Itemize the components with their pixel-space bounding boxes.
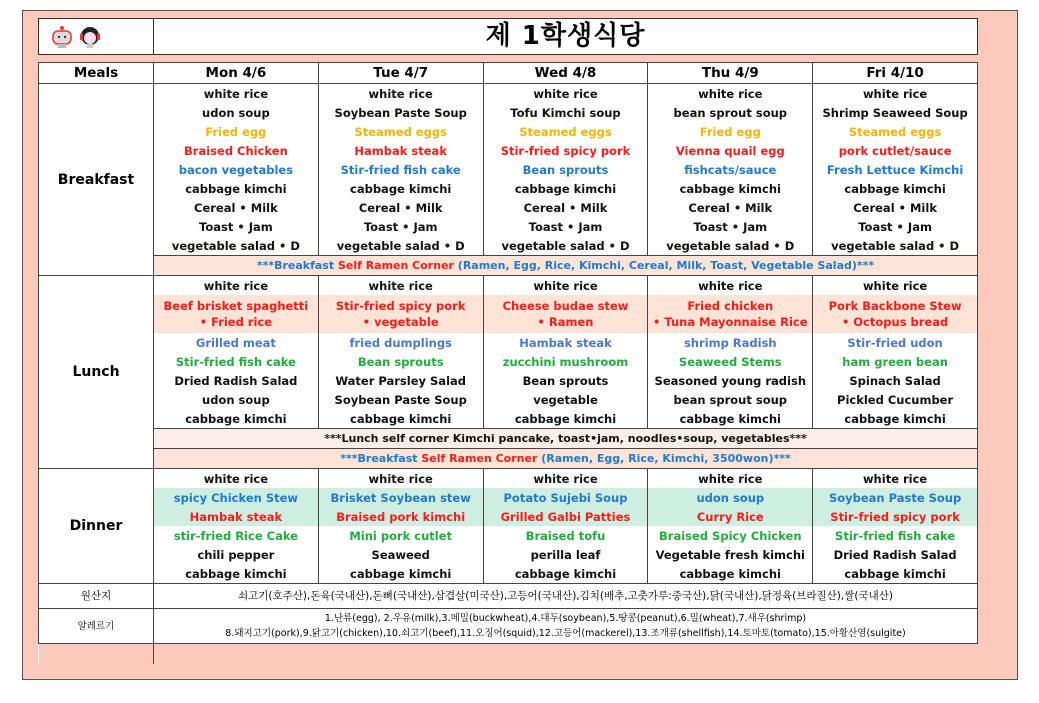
menu-item: Pickled Cucumber	[813, 390, 978, 409]
menu-item: Cereal • Milk	[483, 198, 648, 217]
meal-label: Lunch	[39, 276, 154, 469]
self-corner-banner-row	[39, 449, 978, 469]
menu-item: vegetable salad • D	[813, 236, 978, 256]
menu-item: Braised pork kimchi	[318, 507, 483, 526]
menu-item: ham green bean	[813, 352, 978, 371]
menu-item: Fried egg	[648, 122, 813, 141]
breakfast-row	[39, 160, 978, 179]
menu-item: Toast • Jam	[154, 217, 319, 236]
menu-item: Braised tofu	[483, 526, 648, 545]
menu-item: Fresh Lettuce Kimchi	[813, 160, 978, 179]
breakfast-row	[39, 141, 978, 160]
self-corner-banner	[154, 429, 978, 449]
header-row	[39, 63, 978, 84]
menu-item: Steamed eggs	[483, 122, 648, 141]
menu-item: Bean sprouts	[318, 352, 483, 371]
menu-item: chili pepper	[154, 545, 319, 564]
menu-item: Fried egg	[154, 122, 319, 141]
menu-item: Spinach Salad	[813, 371, 978, 390]
robot-mascot-icon	[51, 25, 73, 49]
menu-item: cabbage kimchi	[813, 564, 978, 584]
menu-item: Fried chicken • Tuna Mayonnaise Rice	[648, 295, 813, 333]
menu-item: Soybean Paste Soup	[318, 103, 483, 122]
self-corner-banner	[154, 256, 978, 276]
menu-item: Stir-fried spicy pork • vegetable	[318, 295, 483, 333]
menu-item: Beef brisket spaghetti • Fried rice	[154, 295, 319, 333]
menu-item: Vienna quail egg	[648, 141, 813, 160]
menu-item: udon soup	[648, 488, 813, 507]
menu-item: white rice	[483, 469, 648, 489]
menu-item: Toast • Jam	[318, 217, 483, 236]
menu-item: Bean sprouts	[483, 371, 648, 390]
menu-item: cabbage kimchi	[813, 409, 978, 429]
menu-item: Soybean Paste Soup	[318, 390, 483, 409]
menu-item: vegetable salad • D	[318, 236, 483, 256]
empty-cell	[39, 644, 154, 665]
empty-row	[39, 644, 978, 665]
menu-item: Dried Radish Salad	[813, 545, 978, 564]
self-corner-banner	[154, 449, 978, 469]
lunch-row	[39, 390, 978, 409]
menu-item: Stir-fried fish cake	[154, 352, 319, 371]
menu-item: Seaweed Stems	[648, 352, 813, 371]
breakfast-row	[39, 236, 978, 256]
menu-item: vegetable salad • D	[483, 236, 648, 256]
origin-label: 원산지	[39, 584, 154, 609]
day-header: Wed 4/8	[483, 63, 648, 84]
menu-item: cabbage kimchi	[483, 179, 648, 198]
menu-item: Vegetable fresh kimchi	[648, 545, 813, 564]
menu-item: vegetable salad • D	[648, 236, 813, 256]
day-header: Fri 4/10	[813, 63, 978, 84]
menu-item: vegetable salad • D	[154, 236, 319, 256]
dinner-row	[39, 469, 978, 489]
meal-label: Breakfast	[39, 84, 154, 276]
dinner-row	[39, 526, 978, 545]
girl-mascot-icon	[79, 25, 101, 49]
menu-item: Toast • Jam	[813, 217, 978, 236]
banner-text: Self Ramen Corner	[337, 258, 458, 272]
dinner-row	[39, 507, 978, 526]
menu-item: cabbage kimchi	[318, 564, 483, 584]
lunch-row	[39, 276, 978, 296]
banner-text: Self Ramen Corner	[421, 451, 542, 465]
breakfast-row	[39, 122, 978, 141]
allergy-text	[154, 609, 978, 644]
dinner-row	[39, 545, 978, 564]
origin-row	[39, 584, 978, 609]
dinner-row	[39, 564, 978, 584]
menu-item: Braised Chicken	[154, 141, 319, 160]
menu-item: cabbage kimchi	[483, 409, 648, 429]
banner-text: ***Breakfast	[340, 451, 422, 465]
breakfast-row	[39, 84, 978, 104]
menu-item: Curry Rice	[648, 507, 813, 526]
menu-item: Hambak steak	[318, 141, 483, 160]
breakfast-row	[39, 217, 978, 236]
menu-item: cabbage kimchi	[813, 179, 978, 198]
breakfast-row	[39, 103, 978, 122]
menu-item: Hambak steak	[154, 507, 319, 526]
menu-item: cabbage kimchi	[648, 409, 813, 429]
menu-item: Braised Spicy Chicken	[648, 526, 813, 545]
self-corner-banner-row	[39, 429, 978, 449]
menu-item: Water Parsley Salad	[318, 371, 483, 390]
menu-item: cabbage kimchi	[648, 179, 813, 198]
weekly-menu-table	[38, 62, 978, 664]
menu-item: bean sprout soup	[648, 390, 813, 409]
menu-item: Toast • Jam	[648, 217, 813, 236]
menu-item: cabbage kimchi	[318, 409, 483, 429]
menu-item: udon soup	[154, 103, 319, 122]
menu-item: Potato Sujebi Soup	[483, 488, 648, 507]
banner-text: (Ramen, Egg, Rice, Kimchi, Cereal, Milk, Toast, Vegetable Salad)***	[457, 258, 875, 272]
menu-item: bacon vegetables	[154, 160, 319, 179]
menu-item: Toast • Jam	[483, 217, 648, 236]
breakfast-row	[39, 179, 978, 198]
menu-item: Grilled meat	[154, 333, 319, 352]
menu-item: white rice	[813, 84, 978, 104]
day-header: Thu 4/9	[648, 63, 813, 84]
menu-item: Stir-fried fish cake	[813, 526, 978, 545]
menu-item: spicy Chicken Stew	[154, 488, 319, 507]
menu-item: Bean sprouts	[483, 160, 648, 179]
menu-item: white rice	[154, 84, 319, 104]
menu-item: Cereal • Milk	[154, 198, 319, 217]
menu-item: Hambak steak	[483, 333, 648, 352]
menu-item: white rice	[648, 276, 813, 296]
meal-label: Dinner	[39, 469, 154, 584]
menu-item: white rice	[318, 276, 483, 296]
lunch-row	[39, 295, 978, 333]
banner-text: ***Breakfast	[256, 258, 338, 272]
breakfast-row	[39, 198, 978, 217]
menu-item: fishcats/sauce	[648, 160, 813, 179]
menu-item: white rice	[318, 84, 483, 104]
menu-item: white rice	[813, 276, 978, 296]
menu-item: white rice	[154, 469, 319, 489]
menu-item: perilla leaf	[483, 545, 648, 564]
menu-item: cabbage kimchi	[154, 179, 319, 198]
menu-item: white rice	[648, 469, 813, 489]
dinner-row	[39, 488, 978, 507]
lunch-row	[39, 409, 978, 429]
menu-item: Cheese budae stew • Ramen	[483, 295, 648, 333]
menu-item: fried dumplings	[318, 333, 483, 352]
self-corner-banner-row	[39, 256, 978, 276]
menu-item: bean sprout soup	[648, 103, 813, 122]
menu-item: Cereal • Milk	[318, 198, 483, 217]
menu-item: Seasoned young radish	[648, 371, 813, 390]
menu-item: white rice	[483, 84, 648, 104]
menu-item: Brisket Soybean stew	[318, 488, 483, 507]
allergy-row	[39, 609, 978, 644]
lunch-row	[39, 352, 978, 371]
banner-text: (Ramen, Egg, Rice, Kimchi, 3500won)***	[541, 451, 791, 465]
menu-item: pork cutlet/sauce	[813, 141, 978, 160]
menu-item: cabbage kimchi	[318, 179, 483, 198]
menu-item: Cereal • Milk	[813, 198, 978, 217]
lunch-row	[39, 333, 978, 352]
banner-text: ***Lunch self corner Kimchi pancake, toast•jam, noodles•soup, vegetables***	[324, 431, 807, 445]
menu-item: cabbage kimchi	[483, 564, 648, 584]
empty-cell	[154, 644, 978, 665]
title-bar	[38, 18, 978, 55]
menu-item: vegetable	[483, 390, 648, 409]
menu-item: zucchini mushroom	[483, 352, 648, 371]
menu-item: Steamed eggs	[813, 122, 978, 141]
menu-item: shrimp Radish	[648, 333, 813, 352]
menu-item: cabbage kimchi	[154, 409, 319, 429]
day-header: Tue 4/7	[318, 63, 483, 84]
menu-item: cabbage kimchi	[154, 564, 319, 584]
day-header: Mon 4/6	[154, 63, 319, 84]
menu-item: Cereal • Milk	[648, 198, 813, 217]
menu-item: Tofu Kimchi soup	[483, 103, 648, 122]
menu-item: white rice	[154, 276, 319, 296]
lunch-row	[39, 371, 978, 390]
menu-item: Soybean Paste Soup	[813, 488, 978, 507]
meals-header: Meals	[39, 63, 154, 84]
mascot-logo	[39, 19, 154, 54]
allergy-label: 알레르기	[39, 609, 154, 644]
menu-item: Grilled Galbi Patties	[483, 507, 648, 526]
menu-item: Stir-fried fish cake	[318, 160, 483, 179]
menu-item: Shrimp Seaweed Soup	[813, 103, 978, 122]
menu-item: Seaweed	[318, 545, 483, 564]
menu-item: cabbage kimchi	[648, 564, 813, 584]
allergy-line-2: 8.돼지고기(pork),9.닭고기(chicken),10.쇠고기(beef),11.오징어(squid),12.고등어(mackerel),13.조개류(shellfish),14.토마토(tomato),15.아황산염(sulgite)	[225, 628, 906, 639]
menu-item: Stir-fried spicy pork	[483, 141, 648, 160]
menu-item: Dried Radish Salad	[154, 371, 319, 390]
allergy-line-1: 1.난류(egg), 2.우유(milk),3.메밀(buckwheat),4.대두(soybean),5.땅콩(peanut),6.밀(wheat),7.새우(shrimp)	[324, 613, 807, 624]
menu-item: white rice	[318, 469, 483, 489]
page-title: 제 1학생식당	[485, 21, 646, 51]
menu-item: white rice	[648, 84, 813, 104]
menu-item: Pork Backbone Stew • Octopus bread	[813, 295, 978, 333]
menu-item: Steamed eggs	[318, 122, 483, 141]
menu-item: white rice	[813, 469, 978, 489]
origin-text: 쇠고기(호주산),돈육(국내산),돈뼈(국내산),삼겹살(미국산),고등어(국내산),김치(배추,고춧가루:중국산),닭(국내산),닭정육(브라질산),쌀(국내산)	[154, 584, 978, 609]
menu-item: Stir-fried udon	[813, 333, 978, 352]
menu-item: stir-fried Rice Cake	[154, 526, 319, 545]
menu-item: udon soup	[154, 390, 319, 409]
menu-item: Mini pork cutlet	[318, 526, 483, 545]
menu-item: white rice	[483, 276, 648, 296]
menu-item: Stir-fried spicy pork	[813, 507, 978, 526]
